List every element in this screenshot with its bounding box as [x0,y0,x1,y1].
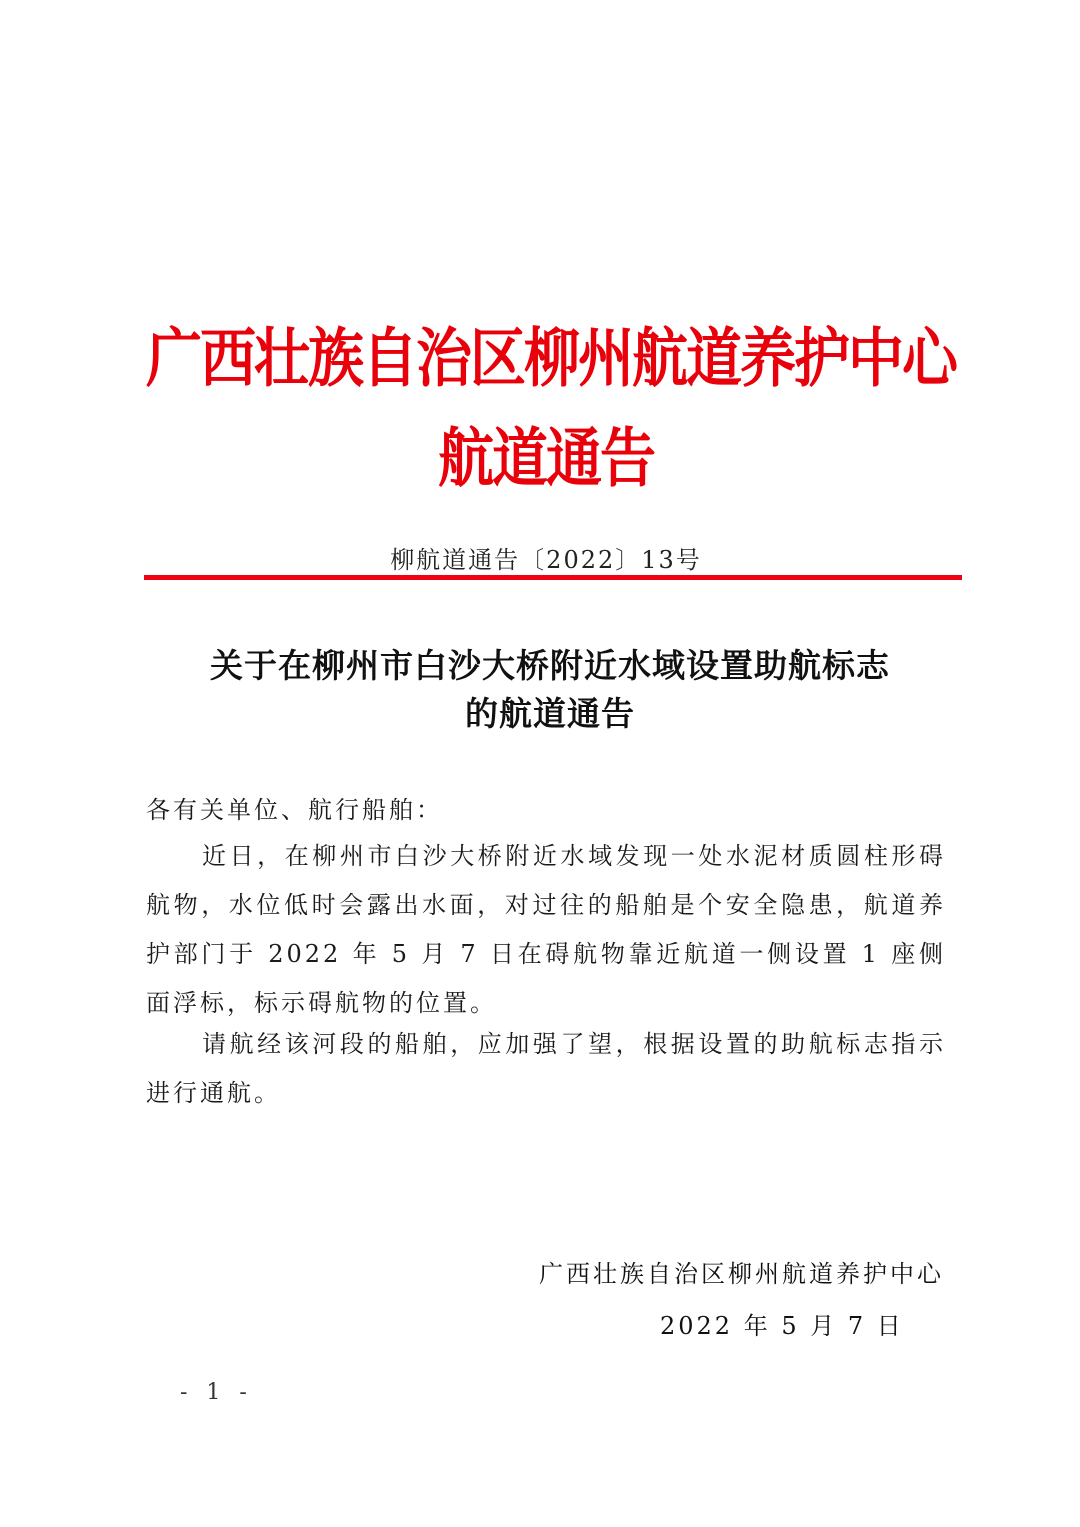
subject-title-line1: 关于在柳州市白沙大桥附近水域设置助航标志 [210,646,890,685]
body-paragraph: 请航经该河段的船舶，应加强了望，根据设置的助航标志指示进行通航。 [146,1030,946,1107]
notice-type-title: 航道通告 [438,420,654,497]
signature-organization: 广西壮族自治区柳州航道养护中心 [539,1260,944,1288]
salutation: 各有关单位、航行船舶： [146,796,443,824]
page-number: - 1 - [180,1380,253,1405]
body-paragraph: 近日，在柳州市白沙大桥附近水域发现一处水泥材质圆柱形碍航物，水位低时会露出水面，对过往的船舶是个安全隐患，航道养护部门于 2022 年 5 月 7 日在碍航物靠近航道一侧设置 1 座侧面浮标，标示碍航物的位置。 [146,842,946,1017]
issuer-title: 广西壮族自治区柳州航道养护中心 [146,320,956,397]
signature-date: 2022 年 5 月 7 日 [660,1312,904,1340]
document-number: 柳航道通告〔2022〕13号 [390,546,702,574]
subject-title-line2: 的航道通告 [465,694,635,733]
red-divider-line [144,575,962,580]
